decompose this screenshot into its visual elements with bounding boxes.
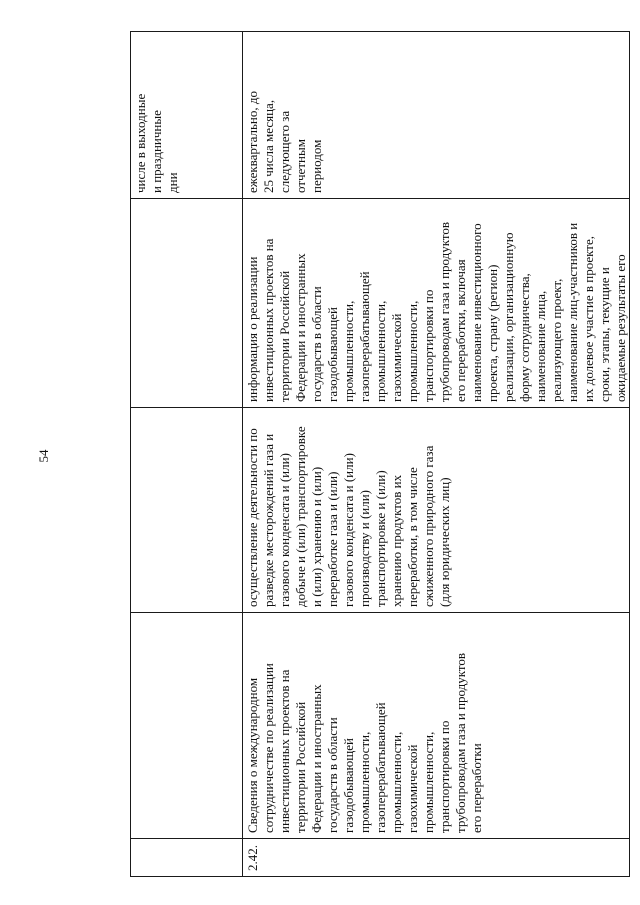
cell-reporting-subjects	[243, 408, 630, 613]
text-line: форму сотрудничества,	[517, 273, 532, 402]
cell-row-number	[243, 839, 630, 877]
text-line: наименование лиц-участников и	[565, 222, 580, 402]
text-line: промышленности,	[389, 731, 404, 833]
text-line: осуществление деятельности по	[245, 428, 260, 607]
data-table	[130, 31, 630, 877]
text-line: сжиженного природного газа	[421, 445, 436, 607]
text-line: транспортировки по	[437, 720, 452, 833]
cell-information-content	[243, 199, 630, 408]
text-line: наименование лица,	[533, 290, 548, 402]
text-line: транспортировке и (или)	[373, 470, 388, 607]
table-continuation-row	[131, 32, 243, 877]
text-line: газоперерабатывающей	[373, 702, 388, 833]
cell-periodicity-continued	[131, 32, 243, 199]
cell-number-empty	[131, 839, 243, 877]
text-line: добыче и (или) транспортировке	[293, 426, 308, 607]
text-line: сотрудничестве по реализации	[261, 663, 276, 833]
cell-subjects-empty	[131, 408, 243, 613]
text-line: их долевое участие в проекте,	[581, 236, 596, 402]
text-line: переработки, в том числе	[405, 467, 420, 607]
text-line: трубопроводам газа и продуктов	[437, 221, 452, 402]
text-line: инвестиционных проектов на	[277, 669, 292, 833]
cell-information-name	[243, 613, 630, 839]
table-row	[243, 32, 630, 877]
text-line: производству и (или)	[357, 490, 372, 607]
text-line: Федерации и иностранных	[309, 684, 324, 833]
text-line: транспортировки по	[421, 289, 436, 402]
text-line: наименование инвестиционного	[469, 223, 484, 402]
text-line: ежеквартально, до	[245, 91, 260, 193]
text-line: сроки, этапы, текущие и	[597, 267, 612, 402]
cell-content-empty	[131, 199, 243, 408]
text-line: территории Российской	[277, 270, 292, 402]
text-line: Федерации и иностранных	[293, 253, 308, 402]
text-line: и праздничные	[149, 110, 164, 193]
text-line: государств в области	[325, 717, 340, 833]
row-number: 2.42.	[245, 845, 260, 871]
text-line: газоперерабатывающей	[357, 271, 372, 402]
text-line: хранению продуктов их	[389, 474, 404, 607]
text-line: переработке газа и (или)	[325, 471, 340, 607]
text-line: его переработки	[469, 743, 484, 833]
rotated-table-wrapper	[130, 32, 628, 877]
text-line: трубопроводам газа и продуктов	[453, 652, 468, 833]
text-line: газового конденсата и (или)	[277, 453, 292, 607]
text-line: газодобывающей	[341, 738, 356, 833]
cell-periodicity	[243, 32, 630, 199]
text-line: промышленности,	[341, 300, 356, 402]
text-line: газодобывающей	[325, 307, 340, 402]
text-line: периодом	[309, 139, 324, 193]
text-line: ожидаемые результаты его	[613, 254, 628, 402]
page-number: 54	[36, 449, 51, 463]
text-line: газохимической	[405, 744, 420, 833]
text-line: промышленности,	[373, 300, 388, 402]
text-line: Сведения о международном	[245, 677, 260, 833]
text-line: следующего за	[277, 110, 292, 193]
text-line: промышленности,	[357, 731, 372, 833]
text-line: (для юридических лиц)	[437, 477, 452, 607]
text-line: разведке месторождений газа и	[261, 433, 276, 607]
text-line: дни	[165, 172, 180, 193]
text-line: реализации, организационную	[501, 232, 516, 402]
text-line: газового конденсата и (или)	[341, 453, 356, 607]
text-line: отчетным	[293, 139, 308, 193]
text-line: проекта, страну (регион)	[485, 264, 500, 402]
text-line: и (или) хранению и (или)	[309, 466, 324, 607]
cell-name-empty	[131, 613, 243, 839]
text-line: 25 числа месяца,	[261, 99, 276, 193]
text-line: промышленности,	[405, 300, 420, 402]
text-line: информация о реализации	[245, 256, 260, 402]
text-line: газохимической	[389, 313, 404, 402]
text-line: реализующего проект,	[549, 278, 564, 402]
text-line: числе в выходные	[133, 93, 148, 193]
text-line: инвестиционных проектов на	[261, 238, 276, 402]
text-line: промышленности,	[421, 731, 436, 833]
text-line: территории Российской	[293, 701, 308, 833]
text-line: его переработки, включая	[453, 259, 468, 402]
text-line: государств в области	[309, 286, 324, 402]
